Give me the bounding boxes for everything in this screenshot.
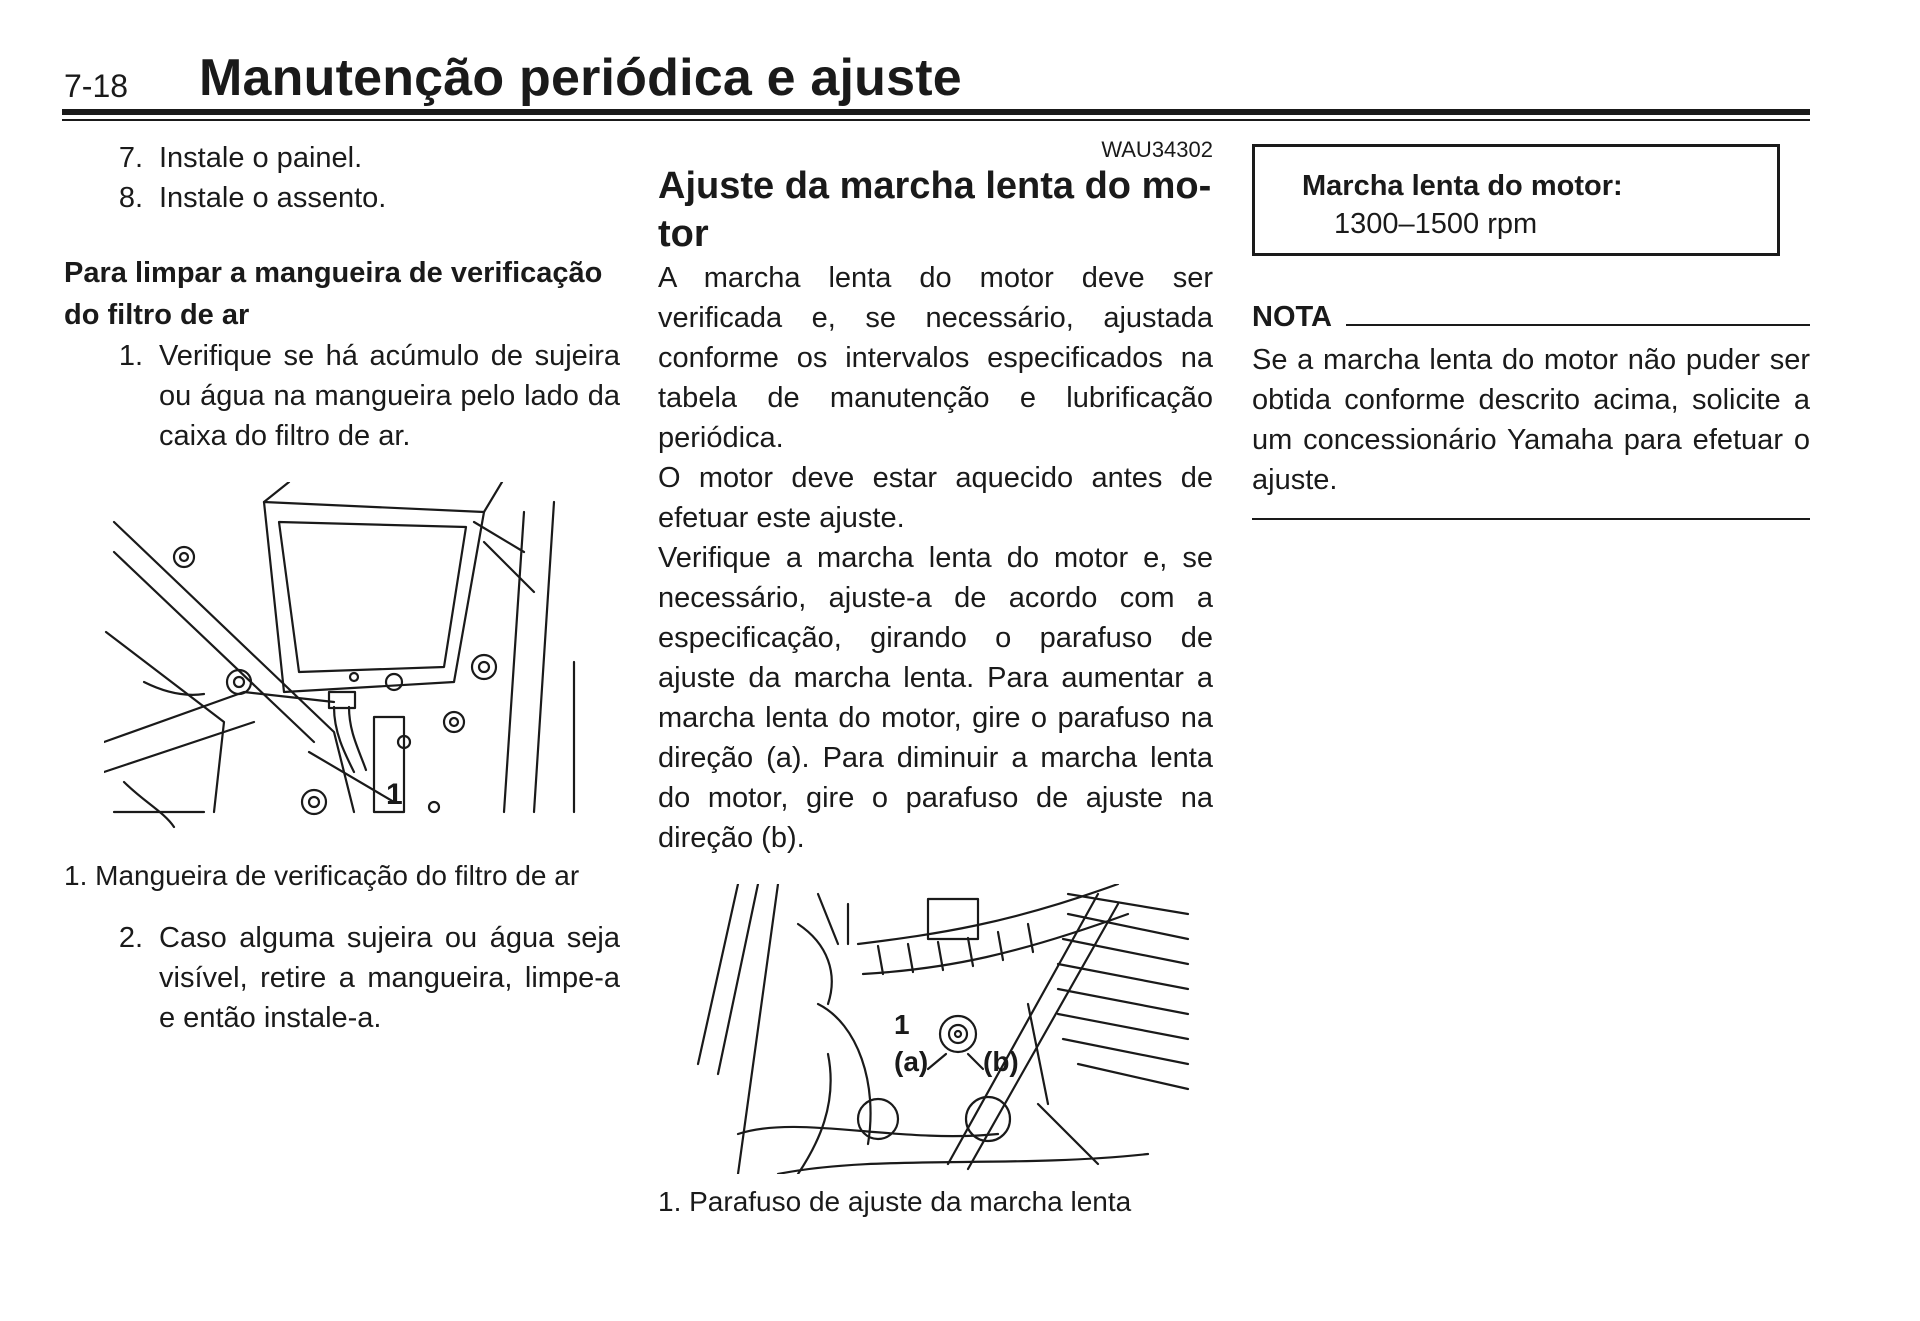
step-1: [64, 336, 620, 456]
figure-callout-1: 1: [894, 1009, 910, 1040]
document-code: WAU34302: [1101, 137, 1213, 162]
section-heading: [658, 162, 1213, 258]
note-label: NOTA: [1252, 301, 1333, 333]
page-number: 7-18: [64, 68, 129, 104]
paragraph-2: O motor deve estar aquecido antes de efetuar este ajuste.: [658, 462, 1213, 534]
step-2: [64, 918, 620, 1038]
page-title: Manutenção periódica e ajuste: [199, 49, 962, 107]
note-header: [1252, 300, 1810, 334]
step-text: Verifique se há acúmulo de sujeira ou água na mangueira pelo lado da caixa do filtro de ar.: [159, 340, 620, 452]
note-end-rule: [1252, 518, 1810, 520]
column-middle: [658, 138, 1213, 1220]
section-subheading: Para limpar a mangueira de verificação do filtro de ar: [64, 257, 603, 331]
header-rule-thin: [62, 119, 1810, 121]
step-text: Instale o painel.: [159, 142, 363, 174]
step-number: 8.: [118, 182, 143, 214]
step-number: 1.: [118, 340, 143, 372]
header-rule-thick: [62, 109, 1810, 115]
figure-caption: 1. Mangueira de verificação do filtro de ar: [64, 860, 580, 891]
step-text: Caso alguma sujeira ou água seja visível, retire a mangueira, limpe-a e então instale-a.: [159, 922, 620, 1034]
step-number: 7.: [118, 142, 143, 174]
paragraph-3: Verifique a marcha lenta do motor e, se necessário, ajuste-a de acordo com a especificação, girando o parafuso de ajuste da marcha lenta. Para aumentar a marcha lenta do motor, gire o parafuso na direção (a). Para diminuir a marcha lenta do motor, gire o parafuso de ajuste na direção (b).: [658, 542, 1213, 854]
step-text: Instale o assento.: [159, 182, 387, 214]
spec-box: [1252, 144, 1780, 256]
column-left: [64, 138, 620, 1038]
figure-callout-b: (b): [983, 1046, 1019, 1077]
note-text: Se a marcha lenta do motor não puder ser obtida conforme descrito acima, solicite a um concessionário Yamaha para efetuar o ajuste.: [1252, 344, 1810, 496]
figure-callout-a: (a): [894, 1046, 929, 1077]
idle-screw-illustration: [678, 884, 1198, 1174]
step-number: 2.: [118, 922, 143, 954]
figure-caption: 1. Parafuso de ajuste da marcha lenta: [658, 1186, 1132, 1217]
heading-line-2: tor: [658, 213, 709, 255]
spec-label: Marcha lenta do motor:: [1302, 170, 1623, 202]
figure-callout-1: 1: [386, 778, 403, 811]
heading-line-1: Ajuste da marcha lenta do mo-: [658, 165, 1212, 207]
note-rule: [1346, 324, 1810, 326]
air-filter-hose-illustration: [104, 482, 624, 842]
step-8: [64, 178, 620, 218]
step-7: [64, 138, 620, 178]
column-right: [1252, 138, 1810, 520]
paragraph-1: A marcha lenta do motor deve ser verificada e, se necessário, ajustada conforme os intervalos especificados na tabela de manutenção e lubrificação periódica.: [658, 262, 1213, 454]
spec-value: 1300–1500 rpm: [1334, 208, 1538, 240]
